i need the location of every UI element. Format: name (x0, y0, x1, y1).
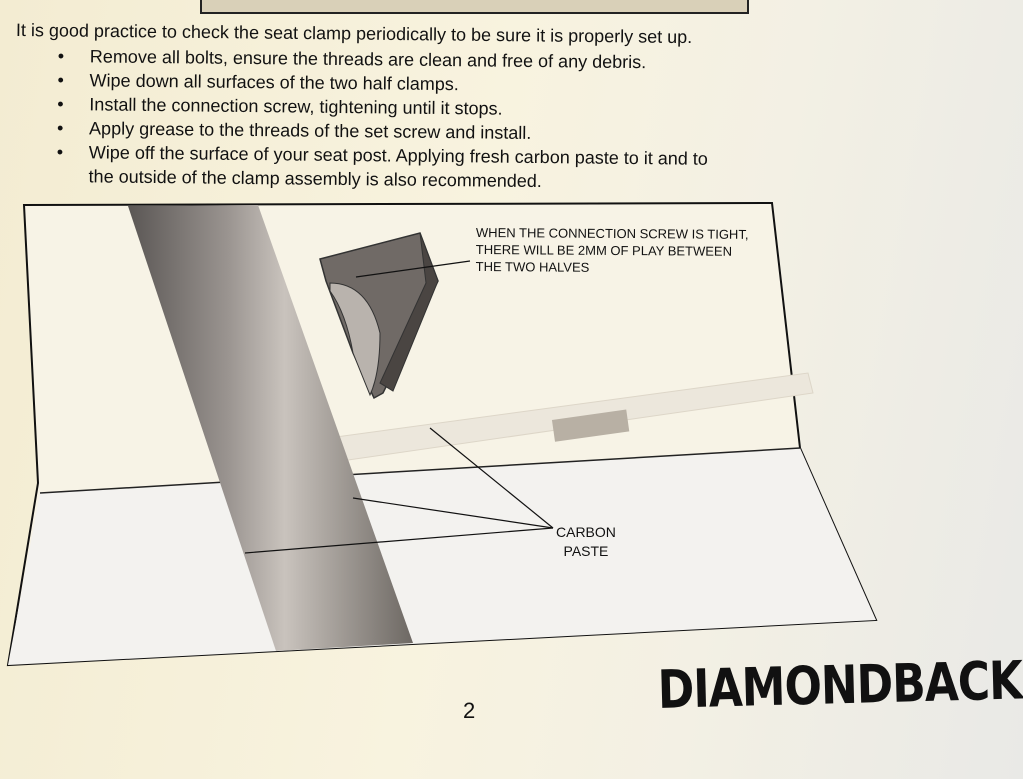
step-text: Remove all bolts, ensure the threads are clean and free of any debris. (89, 46, 647, 73)
clamp-play-callout (476, 224, 749, 277)
step-text: Apply grease to the threads of the set screw and install. (89, 118, 532, 143)
step-text-continued: the outside of the clamp assembly is also recommended. (88, 166, 542, 192)
carbon-paste-callout (556, 523, 616, 561)
diamondback-logo: DIAMONDBACK (657, 650, 1023, 722)
top-figure-edge (200, 0, 749, 14)
step-text: Wipe off the surface of your seat post. Applying fresh carbon paste to it and to (88, 142, 708, 169)
intro-text: It is good practice to check the seat clamp periodically to be sure it is properly set up. (15, 20, 693, 48)
callout-line: PASTE (563, 543, 609, 559)
callout-line: WHEN THE CONNECTION SCREW IS TIGHT, (475, 224, 749, 242)
step-text: Install the connection screw, tightening until it stops. (89, 94, 503, 119)
step-text: Wipe down all surfaces of the two half clamps. (89, 70, 459, 95)
callout-line: CARBON (556, 524, 616, 540)
page-number: 2 (463, 698, 476, 723)
callout-line: THERE WILL BE 2MM OF PLAY BETWEEN (475, 241, 733, 259)
maintenance-steps (56, 44, 709, 195)
callout-line: THE TWO HALVES (475, 258, 590, 275)
step-item (56, 140, 707, 195)
